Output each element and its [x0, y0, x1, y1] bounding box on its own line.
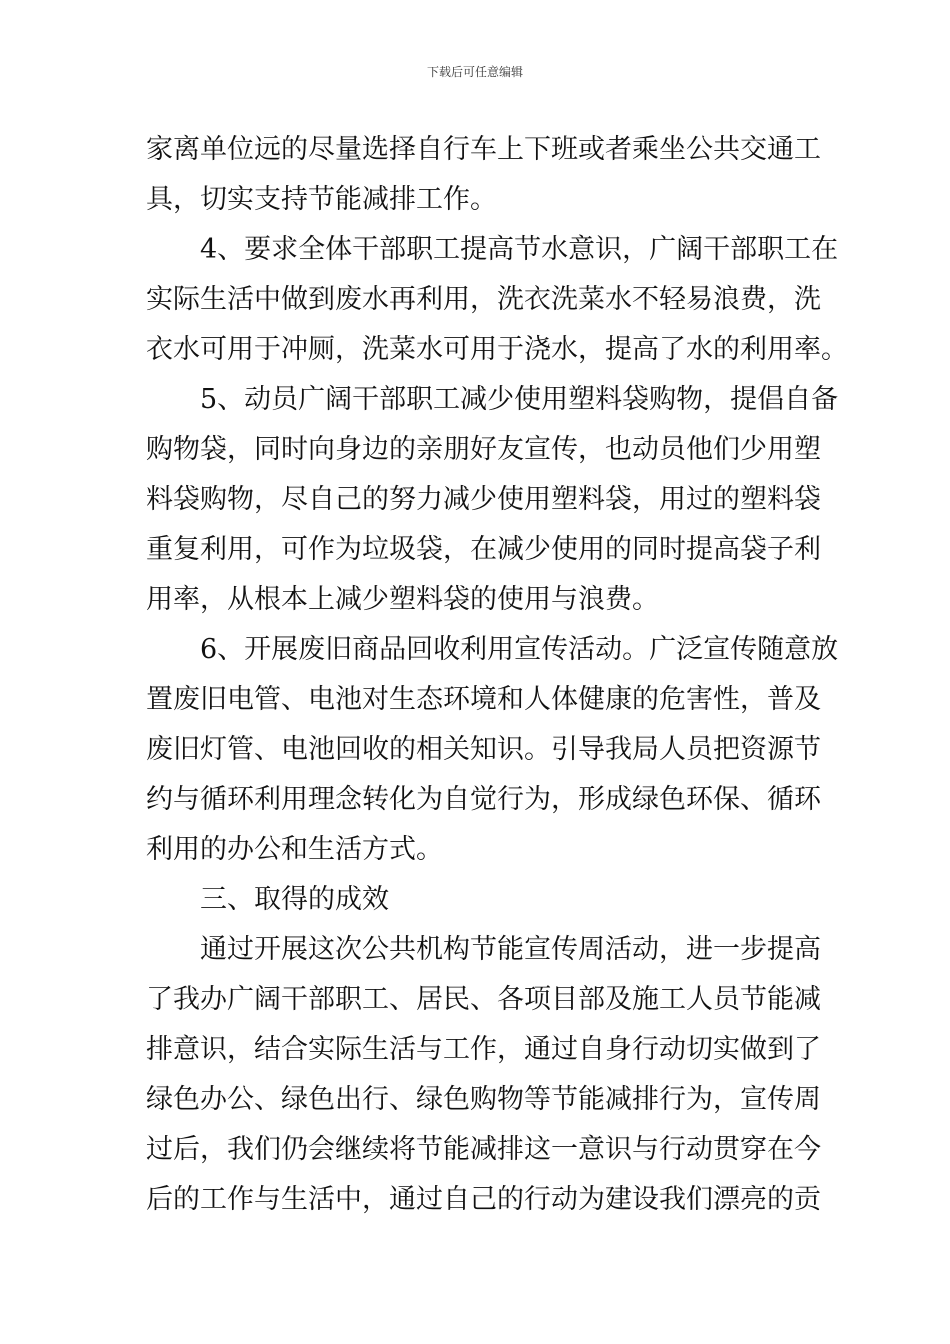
page-header: 下载后可任意编辑	[426, 65, 523, 79]
text-line: 具，切实支持节能减排工作。	[146, 184, 497, 215]
text-line: 重复利用，可作为垃圾袋，在减少使用的同时提高袋子利	[146, 534, 821, 565]
text-line: 用率，从根本上减少塑料袋的使用与浪费。	[146, 584, 659, 615]
paragraph-start-line: 6、开展废旧商品回收利用宣传活动。广泛宣传随意放	[200, 634, 839, 665]
text-line: 后的工作与生活中，通过自己的行动为建设我们漂亮的贡	[146, 1184, 821, 1215]
document-body	[146, 125, 848, 1225]
paragraph-start-line: 4、要求全体干部职工提高节水意识，广阔干部职工在	[200, 234, 839, 265]
text-line: 排意识，结合实际生活与工作，通过自身行动切实做到了	[146, 1034, 821, 1065]
paragraph-start-line: 5、动员广阔干部职工减少使用塑料袋购物，提倡自备	[200, 384, 839, 415]
text-line: 了我办广阔干部职工、居民、各项目部及施工人员节能减	[146, 984, 821, 1015]
text-line: 料袋购物，尽自己的努力减少使用塑料袋，用过的塑料袋	[146, 484, 821, 515]
text-line: 衣水可用于冲厕，洗菜水可用于浇水，提高了水的利用率。	[146, 334, 848, 365]
text-line: 约与循环利用理念转化为自觉行为，形成绿色环保、循环	[146, 784, 821, 815]
text-line: 利用的办公和生活方式。	[146, 834, 443, 865]
text-line: 购物袋，同时向身边的亲朋好友宣传，也动员他们少用塑	[146, 434, 821, 465]
text-line: 过后，我们仍会继续将节能减排这一意识与行动贯穿在今	[146, 1134, 821, 1165]
text-line: 绿色办公、绿色出行、绿色购物等节能减排行为，宣传周	[146, 1084, 821, 1115]
text-line: 实际生活中做到废水再利用，洗衣洗菜水不轻易浪费，洗	[146, 284, 821, 315]
text-line: 家离单位远的尽量选择自行车上下班或者乘坐公共交通工	[146, 134, 821, 165]
text-line: 置废旧电管、电池对生态环境和人体健康的危害性，普及	[146, 684, 821, 715]
section-heading: 三、取得的成效	[200, 884, 389, 915]
text-line: 废旧灯管、电池回收的相关知识。引导我局人员把资源节	[146, 734, 821, 765]
paragraph-start-line: 通过开展这次公共机构节能宣传周活动，进一步提高	[200, 934, 821, 965]
